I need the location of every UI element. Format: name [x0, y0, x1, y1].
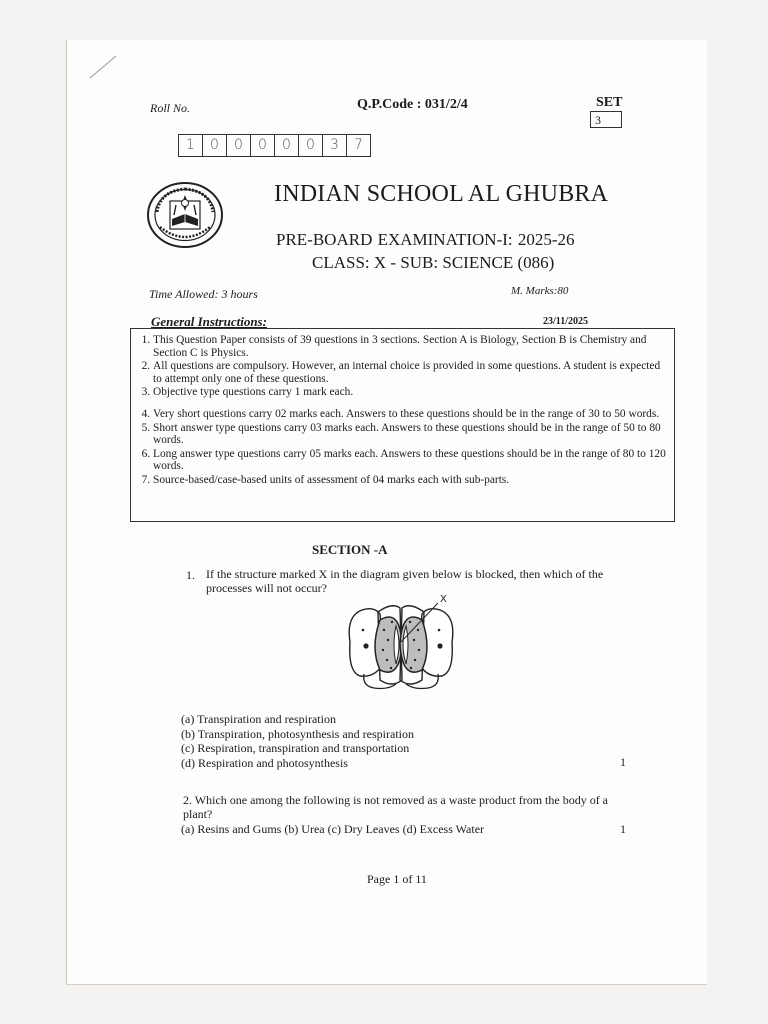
- general-instructions-heading-text: General Instructions: [151, 314, 263, 329]
- roll-digit: 0: [275, 135, 299, 156]
- max-marks: M. Marks:80: [511, 285, 569, 297]
- instructions-list: [139, 334, 666, 487]
- instructions-box: [130, 328, 675, 522]
- instruction-item: 1. This Question Paper consists of 39 questions in 3 sections. Section A is Biology, Section B is Chemistry and Section C is Physics.: [153, 334, 666, 359]
- question-1-text: If the structure marked X in the diagram given below is blocked, then which of the processes will not occur?: [206, 567, 604, 595]
- pencil-stroke-mark: [86, 52, 120, 82]
- question-paper-code: Q.P.Code : 031/2/4: [357, 97, 468, 112]
- roll-digit: 3: [323, 135, 347, 156]
- question-1-option: (a) Transpiration and respiration: [181, 712, 336, 726]
- question-1-option: (c) Respiration, transpiration and transportation: [181, 741, 410, 755]
- question-1-options: [181, 712, 414, 770]
- instruction-item: 4. Very short questions carry 02 marks each. Answers to these questions should be in the range of 30 to 50 words.: [153, 408, 666, 421]
- question-2-marks: 1: [620, 822, 626, 836]
- instruction-item: 3. Objective type questions carry 1 mark each.: [153, 386, 666, 399]
- question-1-option: (d) Respiration and photosynthesis: [181, 755, 348, 770]
- general-instructions-heading: General Instructions:: [151, 314, 267, 329]
- question-1-option: (b) Transpiration, photosynthesis and respiration: [181, 726, 414, 741]
- page-number: Page 1 of 11: [367, 872, 427, 886]
- school-logo-emblem: [146, 181, 224, 249]
- class-subject: CLASS: X - SUB: SCIENCE (086): [312, 253, 555, 272]
- section-a-title: SECTION -A: [312, 542, 388, 557]
- school-name: INDIAN SCHOOL AL GHUBRA: [274, 181, 609, 207]
- instruction-item: 2. All questions are compulsory. However, an internal choice is provided in some questions. A student is expected to attempt only one of these questions.: [153, 360, 666, 385]
- roll-digit: 7: [354, 137, 363, 153]
- instruction-item: 6. Long answer type questions carry 05 marks each. Answers to these questions should be in the range of 80 to 120 words.: [153, 448, 666, 473]
- time-allowed: Time Allowed: 3 hours: [149, 287, 258, 301]
- exam-title: PRE-BOARD EXAMINATION-I: 2025-26: [276, 230, 575, 249]
- roll-number-label: Roll No.: [150, 101, 191, 115]
- question-1-number: 1.: [186, 568, 195, 582]
- instruction-item: 5. Short answer type questions carry 03 marks each. Answers to these questions should be in the range of 50 to 80 words.: [153, 422, 666, 447]
- roll-number-boxes: [178, 134, 371, 157]
- roll-digit: 0: [251, 135, 275, 156]
- roll-digit: 0: [299, 135, 323, 156]
- instruction-item: 7. Source-based/case-based units of assessment of 04 marks each with sub-parts.: [153, 474, 666, 487]
- question-1-marks: 1: [620, 755, 626, 769]
- question-2-options: (a) Resins and Gums (b) Urea (c) Dry Leaves (d) Excess Water: [181, 822, 485, 836]
- diagram-label-x: X: [440, 594, 447, 605]
- stomata-diagram: [340, 592, 462, 698]
- roll-digit: 0: [203, 135, 227, 156]
- roll-digit: 1: [179, 135, 203, 156]
- question-2-text: 2. Which one among the following is not removed as a waste product from the body of a plant?: [183, 793, 609, 821]
- set-number-box: 3: [590, 111, 622, 128]
- set-label: SET: [596, 95, 623, 110]
- roll-digit: 0: [227, 135, 251, 156]
- exam-date: 23/11/2025: [543, 316, 589, 327]
